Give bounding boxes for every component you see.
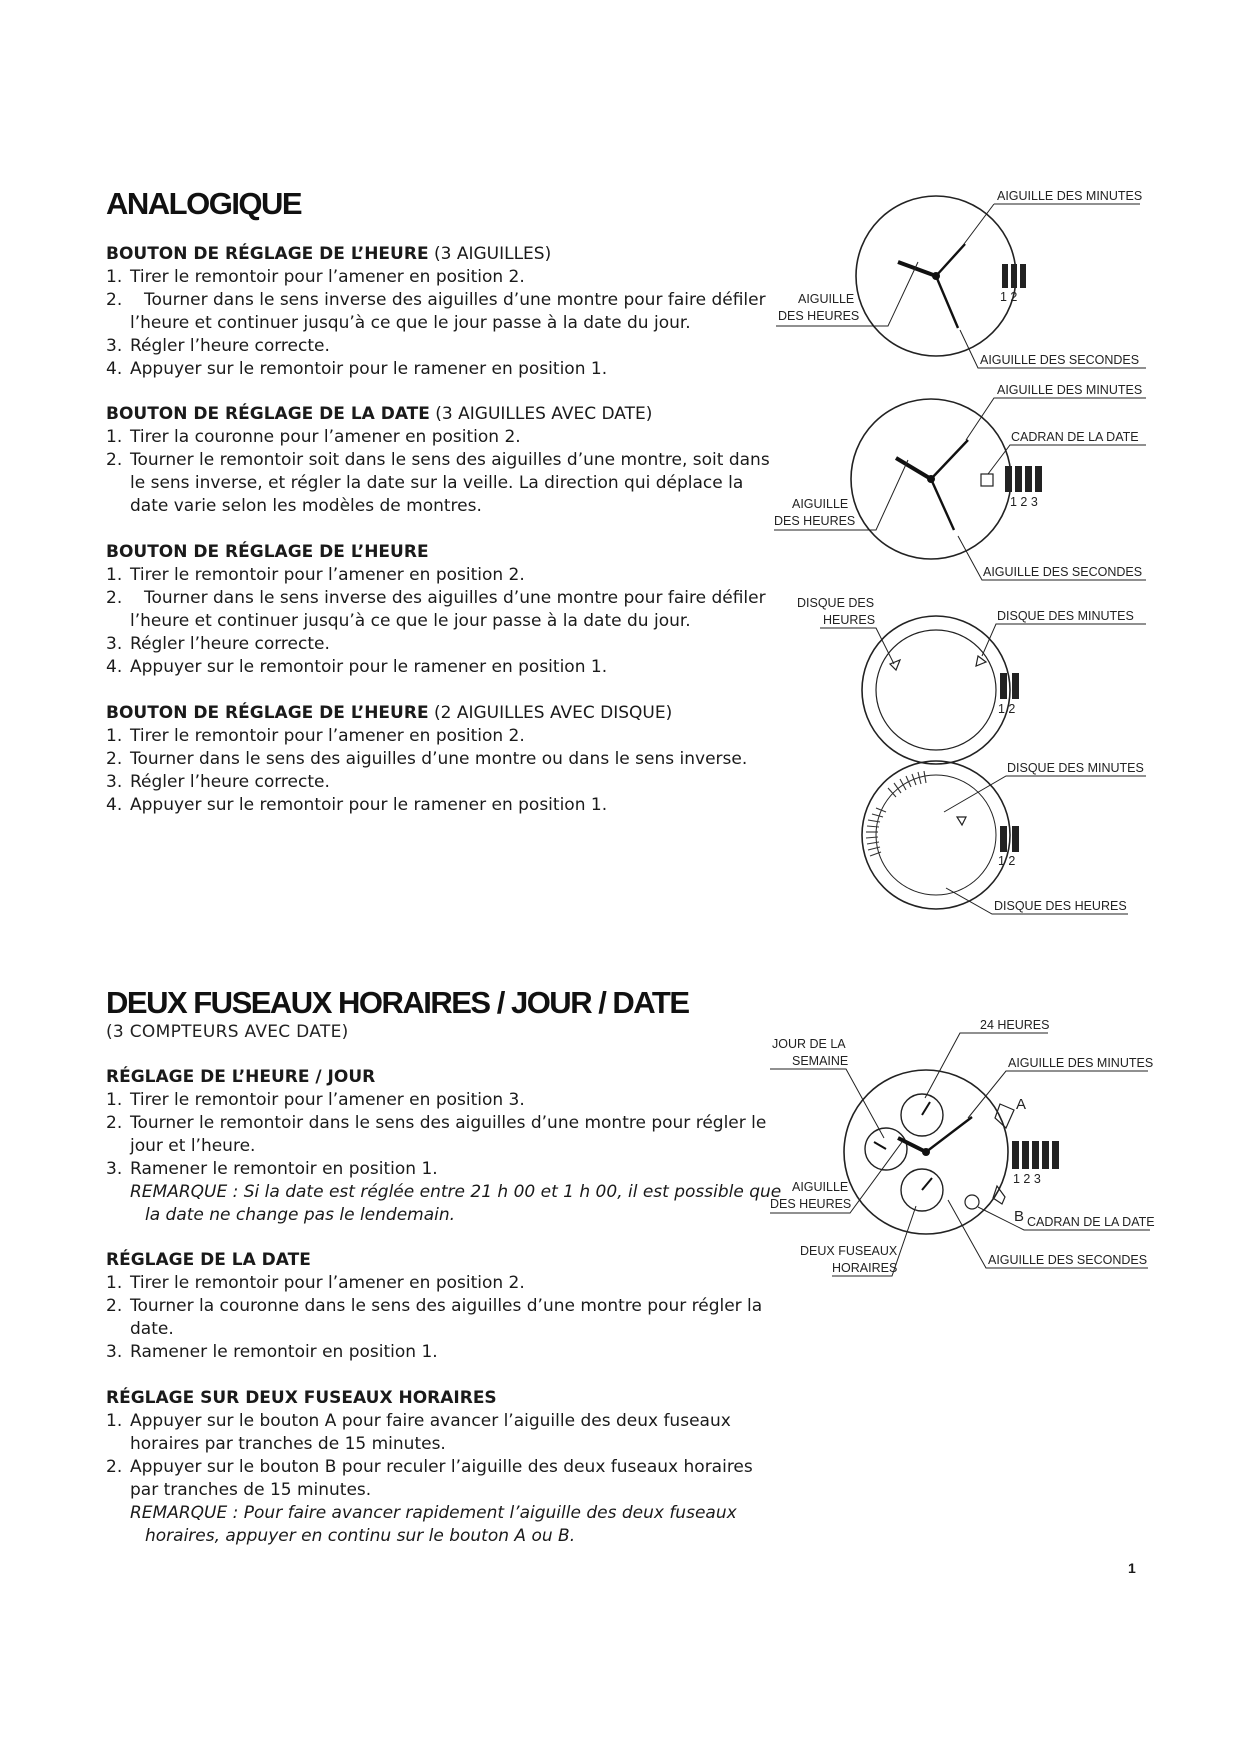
section-heading-rest: (2 AIGUILLES AVEC DISQUE) <box>428 703 673 723</box>
label-hour-disc: DISQUE DES HEURES <box>994 899 1127 913</box>
label-second-hand: AIGUILLE DES SECONDES <box>988 1253 1148 1267</box>
list-item: 1. Tirer le remontoir pour l’amener en position 2. <box>106 267 525 287</box>
crown-positions: 1 2 <box>998 854 1016 868</box>
list-item: 3. Régler l’heure correcte. <box>106 336 330 356</box>
section-heading-rest: (3 AIGUILLES) <box>428 244 552 264</box>
list-item: 3. Régler l’heure correcte. <box>106 772 330 792</box>
minute-disc-marker-icon <box>976 656 986 666</box>
section-heading: RÉGLAGE DE L’HEURE / JOUR <box>106 1067 376 1087</box>
section-heading: RÉGLAGE DE LA DATE <box>106 1250 311 1270</box>
section-heading: BOUTON DE RÉGLAGE DE LA DATE <box>106 404 430 424</box>
list-item: 2. Tourner le remontoir soit dans le sens des aiguilles d’une montre, soit dans le sens inverse, et régler la date sur la veille. La direction qui déplace la date varie selon les modèles de montres. <box>106 450 770 516</box>
list-item: 4. Appuyer sur le remontoir pour le ramener en position 1. <box>106 359 608 379</box>
crown-positions: 1 2 3 <box>1010 495 1038 509</box>
label-hour-disc-1: DISQUE DES <box>797 596 875 610</box>
list-item: 1. Appuyer sur le bouton A pour faire avancer l’aiguille des deux fuseaux horaires par tranches de 15 minutes. <box>106 1411 731 1454</box>
label-day-of-week-1: JOUR DE LA <box>772 1037 846 1051</box>
label-hour-hand-1: AIGUILLE <box>792 1180 849 1194</box>
section-subtitle: (3 COMPTEURS AVEC DATE) <box>106 1022 349 1042</box>
diagram-three-hands-date <box>774 383 1146 580</box>
list-item: 2. Tourner dans le sens des aiguilles d’une montre ou dans le sens inverse. <box>106 749 748 769</box>
pusher-b-icon <box>993 1186 1005 1204</box>
label-hour-hand-2: DES HEURES <box>778 309 860 323</box>
hour-disc-marker-icon <box>890 660 900 670</box>
section-title-analog: ANALOGIQUE <box>106 186 302 221</box>
list-item: 1. Tirer le remontoir pour l’amener en position 2. <box>106 1273 525 1293</box>
label-minute-disc: DISQUE DES MINUTES <box>1007 761 1144 775</box>
diagram-disc-two-hands <box>797 596 1146 764</box>
list-item: 1. Tirer le remontoir pour l’amener en position 2. <box>106 565 525 585</box>
list-item: 3. Régler l’heure correcte. <box>106 634 330 654</box>
label-day-of-week-2: SEMAINE <box>792 1054 849 1068</box>
date-window-icon <box>965 1195 979 1209</box>
label-minute-hand: AIGUILLE DES MINUTES <box>997 189 1143 203</box>
label-date-dial: CADRAN DE LA DATE <box>1011 430 1139 444</box>
crown-positions: 1 2 <box>998 702 1016 716</box>
list-item: 2. Tourner la couronne dans le sens des aiguilles d’une montre pour régler la date. <box>106 1296 763 1339</box>
label-dual-time-1: DEUX FUSEAUX <box>800 1244 898 1258</box>
diagram-disc <box>862 761 1146 914</box>
crown-icon <box>1002 264 1026 288</box>
list-item: 4. Appuyer sur le remontoir pour le ramener en position 1. <box>106 795 608 815</box>
label-24-hours: 24 HEURES <box>980 1018 1050 1032</box>
label-button-a: A <box>1016 1096 1027 1113</box>
diagram-dual-time <box>770 1018 1155 1276</box>
list-item: 2. Tourner dans le sens inverse des aiguilles d’une montre pour faire défiler l’heure et continuer jusqu’à ce que le jour passe à la date du jour. <box>106 290 766 333</box>
date-window-icon <box>981 474 993 486</box>
note: REMARQUE : Si la date est réglée entre 21 h 00 et 1 h 00, il est possible que la date ne change pas le lendemain. <box>130 1182 782 1225</box>
label-second-hand: AIGUILLE DES SECONDES <box>980 353 1140 367</box>
list-item: 3. Ramener le remontoir en position 1. <box>106 1342 438 1362</box>
crown-icon <box>1012 1141 1059 1169</box>
label-minute-disc: DISQUE DES MINUTES <box>997 609 1134 623</box>
list-item: 1. Tirer le remontoir pour l’amener en position 3. <box>106 1090 525 1110</box>
list-item: 3. Ramener le remontoir en position 1. <box>106 1159 438 1179</box>
pusher-a-icon <box>995 1104 1014 1128</box>
page-number: 1 <box>1128 1560 1136 1576</box>
diagram-three-hands <box>776 189 1146 368</box>
crown-positions: 1 2 <box>1000 290 1018 304</box>
label-hour-hand-1: AIGUILLE <box>798 292 855 306</box>
list-item: 1. Tirer le remontoir pour l’amener en position 2. <box>106 726 525 746</box>
label-minute-hand: AIGUILLE DES MINUTES <box>997 383 1143 397</box>
note: REMARQUE : Pour faire avancer rapidement l’aiguille des deux fuseaux horaires, appuyer en continu sur le bouton A ou B. <box>130 1503 737 1546</box>
list-item: 2. Tourner dans le sens inverse des aiguilles d’une montre pour faire défiler l’heure et continuer jusqu’à ce que le jour passe à la date du jour. <box>106 588 766 631</box>
section-title-dual-time: DEUX FUSEAUX HORAIRES / JOUR / DATE <box>106 985 689 1020</box>
label-button-b: B <box>1014 1208 1025 1225</box>
crown-positions: 1 2 3 <box>1013 1172 1041 1186</box>
label-hour-hand-2: DES HEURES <box>770 1197 852 1211</box>
section-heading: RÉGLAGE SUR DEUX FUSEAUX HORAIRES <box>106 1388 497 1408</box>
list-item: 2. Tourner le remontoir dans le sens des aiguilles d’une montre pour régler le jour et l’heure. <box>106 1113 767 1156</box>
label-dual-time-2: HORAIRES <box>832 1261 898 1275</box>
section-heading: BOUTON DE RÉGLAGE DE L’HEURE <box>106 542 429 562</box>
crown-icon <box>1005 466 1042 492</box>
label-hour-disc-2: HEURES <box>823 613 876 627</box>
section-heading: BOUTON DE RÉGLAGE DE L’HEURE <box>106 244 429 264</box>
list-item: 1. Tirer la couronne pour l’amener en position 2. <box>106 427 521 447</box>
section-heading: BOUTON DE RÉGLAGE DE L’HEURE <box>106 703 429 723</box>
hour-disc-scale-icon <box>866 771 926 856</box>
list-item: 2. Appuyer sur le bouton B pour reculer l’aiguille des deux fuseaux horaires par tranches de 15 minutes. <box>106 1457 753 1500</box>
section-heading-rest: (3 AIGUILLES AVEC DATE) <box>429 404 653 424</box>
label-hour-hand-2: DES HEURES <box>774 514 856 528</box>
label-minute-hand: AIGUILLE DES MINUTES <box>1008 1056 1154 1070</box>
list-item: 4. Appuyer sur le remontoir pour le ramener en position 1. <box>106 657 608 677</box>
label-hour-hand-1: AIGUILLE <box>792 497 849 511</box>
label-date-dial: CADRAN DE LA DATE <box>1027 1215 1155 1229</box>
label-second-hand: AIGUILLE DES SECONDES <box>983 565 1143 579</box>
minute-disc-marker-icon <box>957 817 966 825</box>
